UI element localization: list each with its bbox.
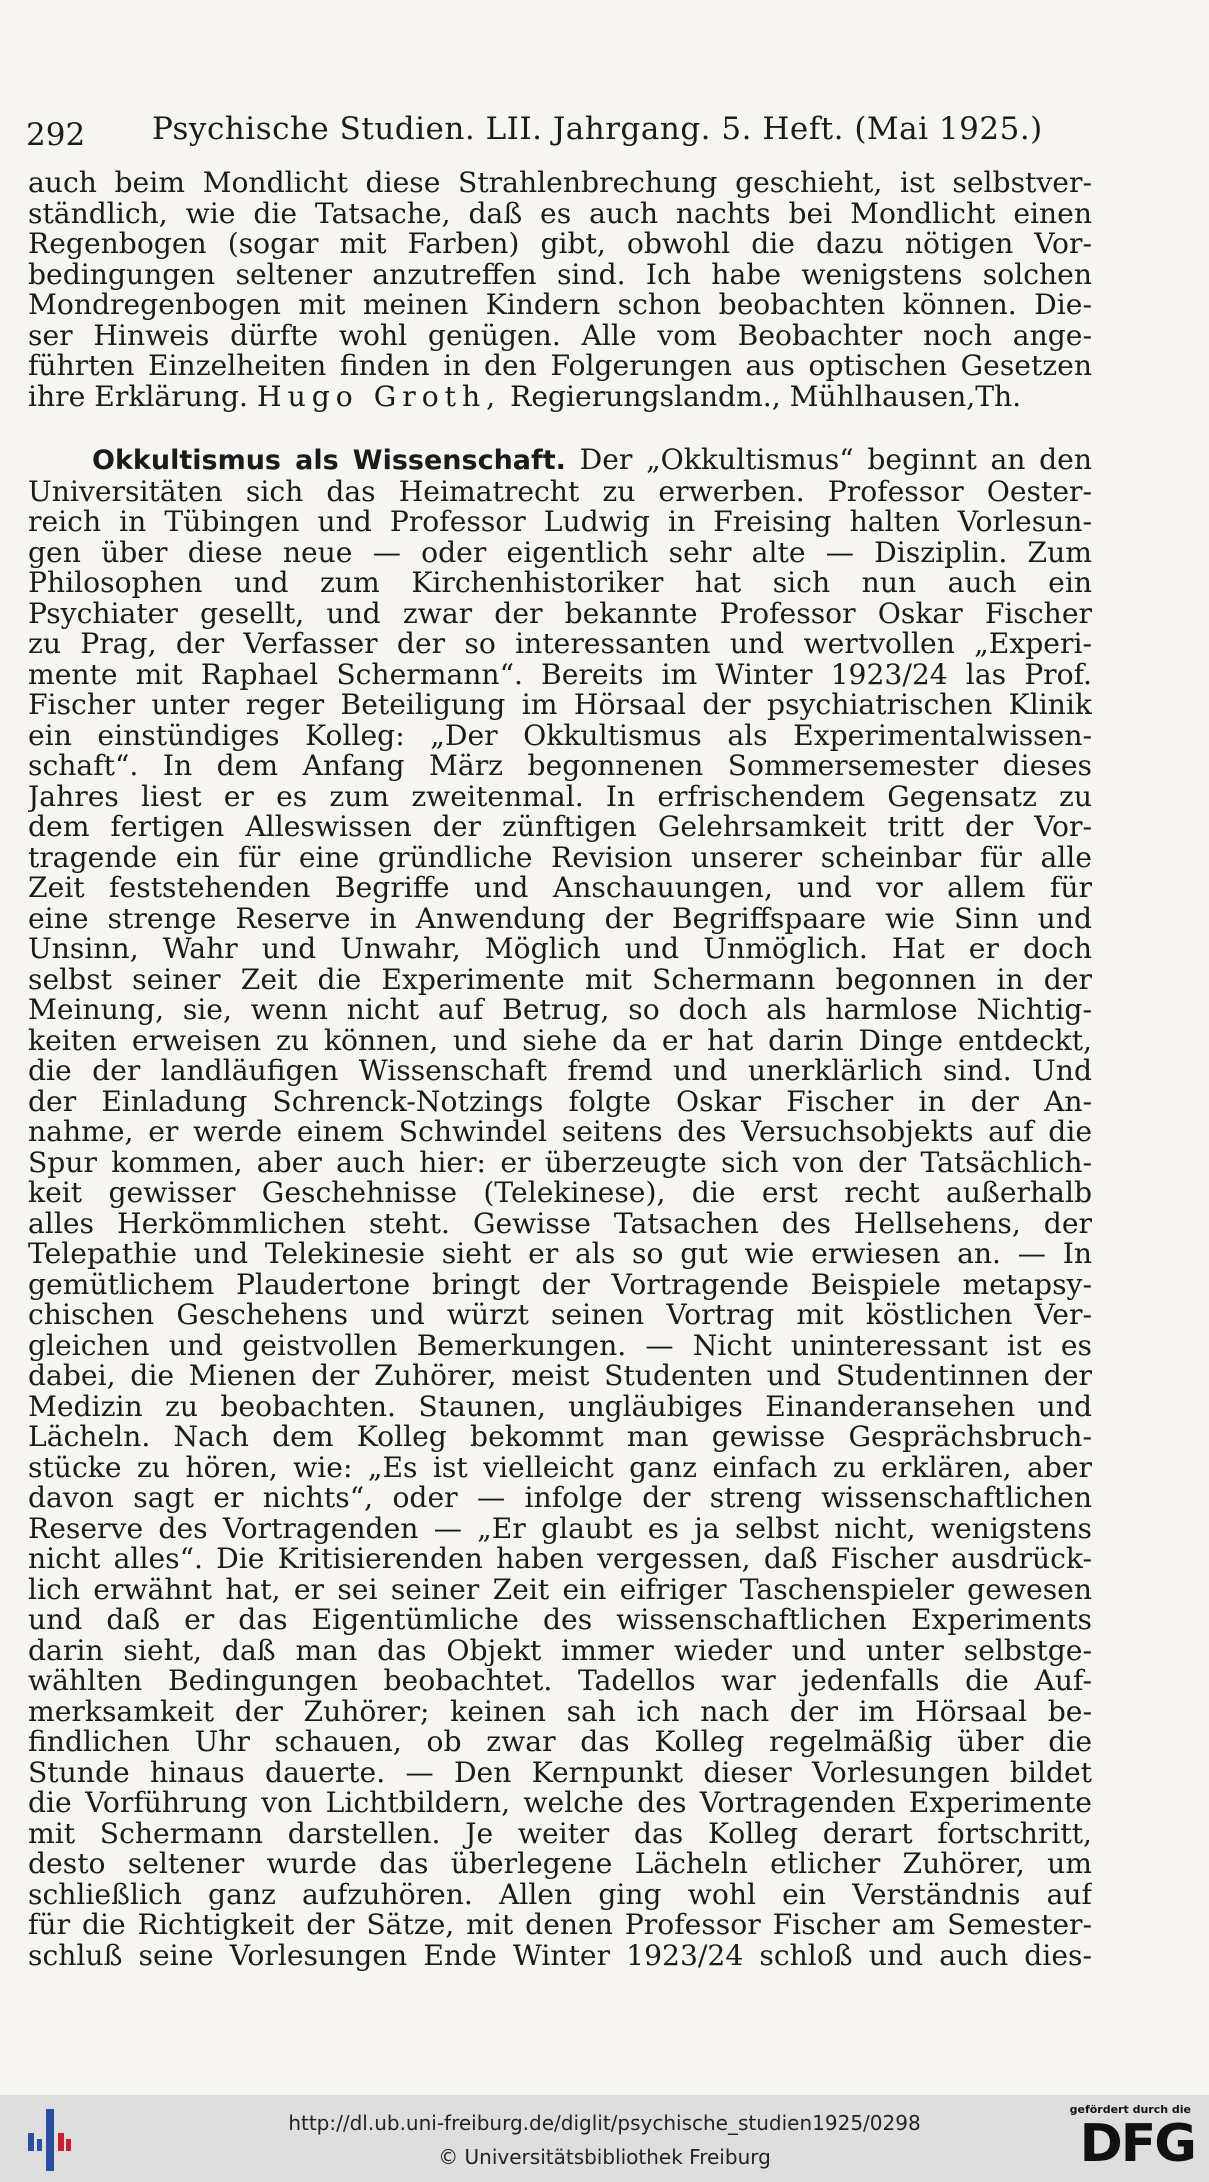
text-line: keiten erweisen zu können, und siehe da er hat darin Dinge entdeckt,: [28, 1025, 1092, 1056]
text-line: führten Einzelheiten finden in den Folgerungen aus optischen Gesetzen: [28, 351, 1092, 382]
text-line: schluß seine Vorlesungen Ende Winter 1923/24 schloß und auch dies-: [28, 1940, 1092, 1971]
text-line: selbst seiner Zeit die Experimente mit Schermann begonnen in der: [28, 964, 1092, 995]
text-line: Medizin zu beobachten. Staunen, ungläubiges Einanderansehen und: [28, 1391, 1092, 1422]
text-line: ein einstündiges Kolleg: „Der Okkultismus als Experimentalwissen-: [28, 720, 1092, 751]
text-line: alles Herkömmlichen steht. Gewisse Tatsachen des Hellsehens, der: [28, 1208, 1092, 1239]
text-line: mente mit Raphael Schermann“. Bereits im Winter 1923/24 las Prof.: [28, 659, 1092, 690]
paragraph-first-line: [28, 445, 1092, 477]
text-line: Mondregenbogen mit meinen Kindern schon beobachten können. Die-: [28, 290, 1092, 321]
last-line-start: ihre Erklärung.: [28, 381, 249, 412]
text-line: wählten Bedingungen beobachtet. Tadellos war jedenfalls die Auf-: [28, 1666, 1092, 1697]
text-line: reich in Tübingen und Professor Ludwig in Freising halten Vorlesun-: [28, 507, 1092, 538]
text-line: Zeit feststehenden Begriffe und Anschauungen, und vor allem für: [28, 873, 1092, 904]
running-title: Psychische Studien. LII. Jahrgang. 5. Heft. (Mai 1925.): [152, 111, 1043, 147]
text-line: chischen Geschehens und würzt seinen Vortrag mit köstlichen Ver-: [28, 1300, 1092, 1331]
text-line: ständlich, wie die Tatsache, daß es auch nachts bei Mondlicht einen: [28, 198, 1092, 229]
text-line: Unsinn, Wahr und Unwahr, Möglich und Unmöglich. Hat er doch: [28, 934, 1092, 965]
text-line: keit gewisser Geschehnisse (Telekinese), die erst recht außerhalb: [28, 1178, 1092, 1209]
text-line: dabei, die Mienen der Zuhörer, meist Studenten und Studentinnen der: [28, 1361, 1092, 1392]
source-url-link[interactable]: http://dl.ub.uni-freiburg.de/diglit/psychische_studien1925/0298: [288, 2111, 921, 2135]
text-line: ser Hinweis dürfte wohl genügen. Alle vom Beobachter noch ange-: [28, 320, 1092, 351]
text-line: gemütlichem Plaudertone bringt der Vortragende Beispiele metapsy-: [28, 1269, 1092, 1300]
text-line: nicht alles“. Die Kritisierenden haben vergessen, daß Fischer ausdrück-: [28, 1544, 1092, 1575]
text-line: schaft“. In dem Anfang März begonnenen Sommersemester dieses: [28, 751, 1092, 782]
text-line: lich erwähnt hat, er sei seiner Zeit ein eifriger Taschenspieler gewesen: [28, 1574, 1092, 1605]
dfg-logo-text: DFG: [1079, 2114, 1195, 2174]
text-line: nahme, er werde einem Schwindel seitens des Versuchsobjekts auf die: [28, 1117, 1092, 1148]
text-line: Reserve des Vortragenden — „Er glaubt es ja selbst nicht, wenigstens: [28, 1513, 1092, 1544]
text-line: Spur kommen, aber auch hier: er überzeugte sich von der Tatsächlich-: [28, 1147, 1092, 1178]
text-line: mit Schermann darstellen. Je weiter das Kolleg derart fortschritt,: [28, 1818, 1092, 1849]
text-line: darin sieht, daß man das Objekt immer wieder und unter selbstge-: [28, 1635, 1092, 1666]
author-name: Hugo Groth,: [257, 381, 502, 412]
text-line: die der landläufigen Wissenschaft fremd und unerklärlich sind. Und: [28, 1056, 1092, 1087]
text-line: Universitäten sich das Heimatrecht zu erwerben. Professor Oester-: [28, 476, 1092, 507]
text-line: gleichen und geistvollen Bemerkungen. — Nicht uninteressant ist es: [28, 1330, 1092, 1361]
text-line: eine strenge Reserve in Anwendung der Begriffspaare wie Sinn und: [28, 903, 1092, 934]
text-line: Meinung, sie, wenn nicht auf Betrug, so doch als harmlose Nichtig-: [28, 995, 1092, 1026]
text-line: davon sagt er nichts“, oder — infolge der streng wissenschaftlichen: [28, 1483, 1092, 1514]
text-line: Jahres liest er es zum zweitenmal. In erfrischendem Gegensatz zu: [28, 781, 1092, 812]
text-line: merksamkeit der Zuhörer; keinen sah ich nach der im Hörsaal be-: [28, 1696, 1092, 1727]
text-line: Lächeln. Nach dem Kolleg bekommt man gewisse Gesprächsbruch-: [28, 1422, 1092, 1453]
text-line: die Vorführung von Lichtbildern, welche des Vortragenden Experimente: [28, 1788, 1092, 1819]
text-line: für die Richtigkeit der Sätze, mit denen Professor Fischer am Semester-: [28, 1910, 1092, 1941]
text-line: Philosophen und zum Kirchenhistoriker hat sich nun auch ein: [28, 568, 1092, 599]
first-line-rest: Der „Okkultismus“ beginnt an den: [579, 445, 1092, 476]
paragraph-okkultismus: [28, 445, 1092, 1971]
text-line: stücke zu hören, wie: „Es ist vielleicht ganz einfach zu erklären, aber: [28, 1452, 1092, 1483]
page-header: [26, 105, 1176, 153]
footer-bar: [0, 2095, 1209, 2182]
text-line: Stunde hinaus dauerte. — Den Kernpunkt dieser Vorlesungen bildet: [28, 1757, 1092, 1788]
copyright-text: © Universitätsbibliothek Freiburg: [438, 2145, 771, 2169]
text-line: Regenbogen (sogar mit Farben) gibt, obwohl die dazu nötigen Vor-: [28, 229, 1092, 260]
paragraph-optics: [28, 168, 1092, 412]
dfg-logo: [1065, 2103, 1195, 2175]
text-line: schließlich ganz aufzuhören. Allen ging wohl ein Verständnis auf: [28, 1879, 1092, 1910]
text-line: und daß er das Eigentümliche des wissenschaftlichen Experiments: [28, 1605, 1092, 1636]
dfg-funded-label: gefördert durch die: [1069, 2103, 1191, 2116]
text-line: zu Prag, der Verfasser der so interessanten und wertvollen „Experi-: [28, 629, 1092, 660]
page-number: 292: [26, 117, 86, 153]
text-line: findlichen Uhr schauen, ob zwar das Kolleg regelmäßig über die: [28, 1727, 1092, 1758]
text-line: Fischer unter reger Beteiligung im Hörsaal der psychiatrischen Klinik: [28, 690, 1092, 721]
text-line: Telepathie und Telekinesie sieht er als so gut wie erwiesen an. — In: [28, 1239, 1092, 1270]
text-line: gen über diese neue — oder eigentlich sehr alte — Disziplin. Zum: [28, 537, 1092, 568]
paragraph-last-line: [28, 382, 1092, 413]
text-line: auch beim Mondlicht diese Strahlenbrechung geschieht, ist selbstver-: [28, 168, 1092, 199]
text-line: dem fertigen Alleswissen der zünftigen Gelehrsamkeit tritt der Vor-: [28, 812, 1092, 843]
text-line: bedingungen seltener anzutreffen sind. Ich habe wenigstens solchen: [28, 259, 1092, 290]
text-line: Psychiater gesellt, und zwar der bekannte Professor Oskar Fischer: [28, 598, 1092, 629]
text-line: der Einladung Schrenck-Notzings folgte Oskar Fischer in der An-: [28, 1086, 1092, 1117]
section-heading: Okkultismus als Wissenschaft.: [92, 445, 566, 476]
text-line: desto seltener wurde das überlegene Lächeln etlicher Zuhörer, um: [28, 1849, 1092, 1880]
text-line: tragende ein für eine gründliche Revision unserer scheinbar für alle: [28, 842, 1092, 873]
last-line-end: Regierungslandm., Mühlhausen,Th.: [510, 381, 1022, 412]
